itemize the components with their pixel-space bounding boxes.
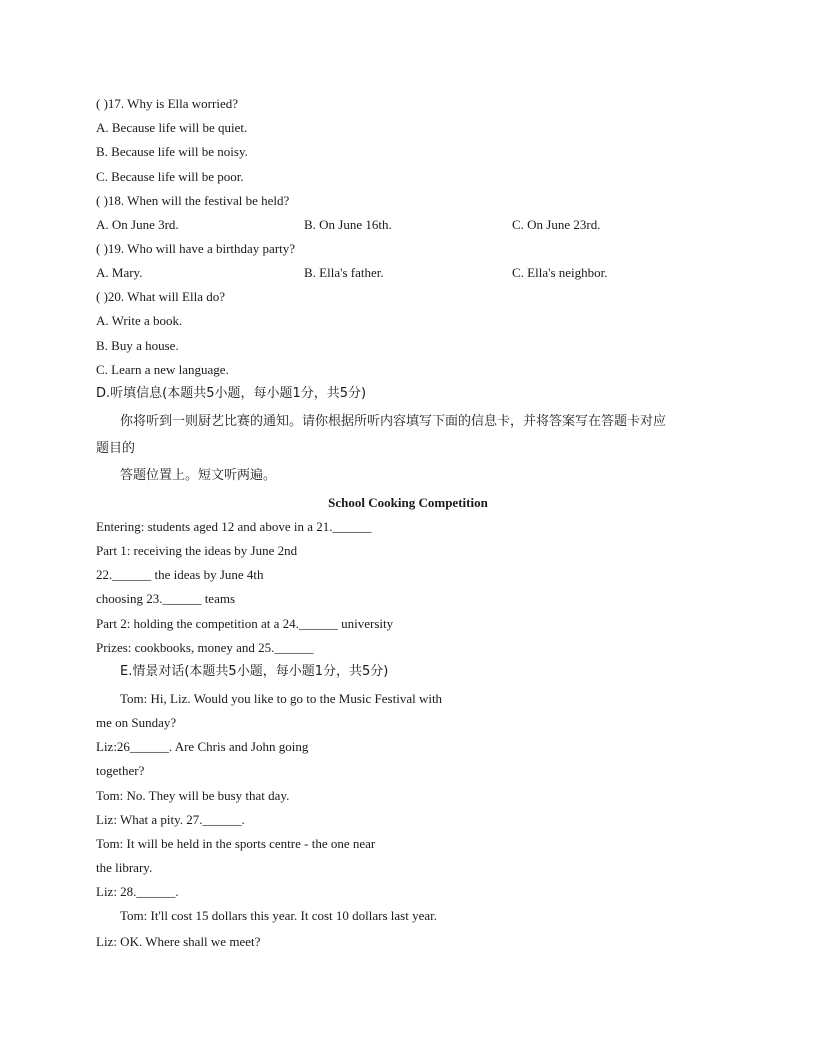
question-17-option-a: A. Because life will be quiet. — [96, 120, 248, 135]
question-20-option-c: C. Learn a new language. — [96, 362, 229, 377]
question-18-stem: ( )18. When will the festival be held? — [96, 193, 290, 208]
question-18-option-a: A. On June 3rd. — [96, 217, 179, 232]
dialog-line-7: Tom: It will be held in the sports centre - the one near — [96, 836, 376, 851]
question-17-stem: ( )17. Why is Ella worried? — [96, 96, 238, 111]
section-d-instruction-line-2: 题目的 — [96, 441, 136, 456]
question-17-option-b: B. Because life will be noisy. — [96, 144, 248, 159]
info-line-prizes: Prizes: cookbooks, money and 25.______ — [96, 640, 314, 655]
question-19-option-c: C. Ella's neighbor. — [512, 265, 608, 280]
dialog-line-2: me on Sunday? — [96, 715, 177, 730]
dialog-line-9: Liz: 28.______. — [96, 884, 179, 899]
question-19-stem: ( )19. Who will have a birthday party? — [96, 241, 296, 256]
dialog-line-1: Tom: Hi, Liz. Would you like to go to the Music Festival with — [120, 691, 443, 706]
question-19-option-a: A. Mary. — [96, 265, 143, 280]
info-line-part2: Part 2: holding the competition at a 24.______ university — [96, 616, 394, 631]
question-18-option-c: C. On June 23rd. — [512, 217, 601, 232]
question-19-option-b: B. Ella's father. — [304, 265, 384, 280]
info-line-entering: Entering: students aged 12 and above in a 21.______ — [96, 519, 372, 534]
question-20-stem: ( )20. What will Ella do? — [96, 289, 226, 304]
dialog-line-3: Liz:26______. Are Chris and John going — [96, 739, 309, 754]
section-d-heading: D.听填信息(本题共5小题，每小题1分，共5分) — [96, 386, 367, 401]
info-line-part1: Part 1: receiving the ideas by June 2nd — [96, 543, 298, 558]
section-d-instruction-line-3: 答题位置上。短文听两遍。 — [120, 468, 277, 483]
question-18-option-b: B. On June 16th. — [304, 217, 392, 232]
question-17-option-c: C. Because life will be poor. — [96, 169, 244, 184]
question-20-option-b: B. Buy a house. — [96, 338, 179, 353]
competition-title: School Cooking Competition — [328, 495, 488, 510]
section-e-heading: E.情景对话(本题共5小题，每小题1分，共5分) — [120, 664, 389, 679]
section-d-instruction-line-1: 你将听到一则厨艺比赛的通知。请你根据所听内容填写下面的信息卡，并将答案写在答题卡对应 — [120, 414, 667, 429]
question-20-option-a: A. Write a book. — [96, 313, 183, 328]
dialog-line-5: Tom: No. They will be busy that day. — [96, 788, 290, 803]
dialog-line-11: Liz: OK. Where shall we meet? — [96, 934, 261, 949]
dialog-line-4: together? — [96, 763, 145, 778]
info-line-22: 22.______ the ideas by June 4th — [96, 567, 264, 582]
info-line-23: choosing 23.______ teams — [96, 591, 236, 606]
dialog-line-10: Tom: It'll cost 15 dollars this year. It cost 10 dollars last year. — [120, 908, 437, 923]
dialog-line-8: the library. — [96, 860, 153, 875]
dialog-line-6: Liz: What a pity. 27.______. — [96, 812, 245, 827]
